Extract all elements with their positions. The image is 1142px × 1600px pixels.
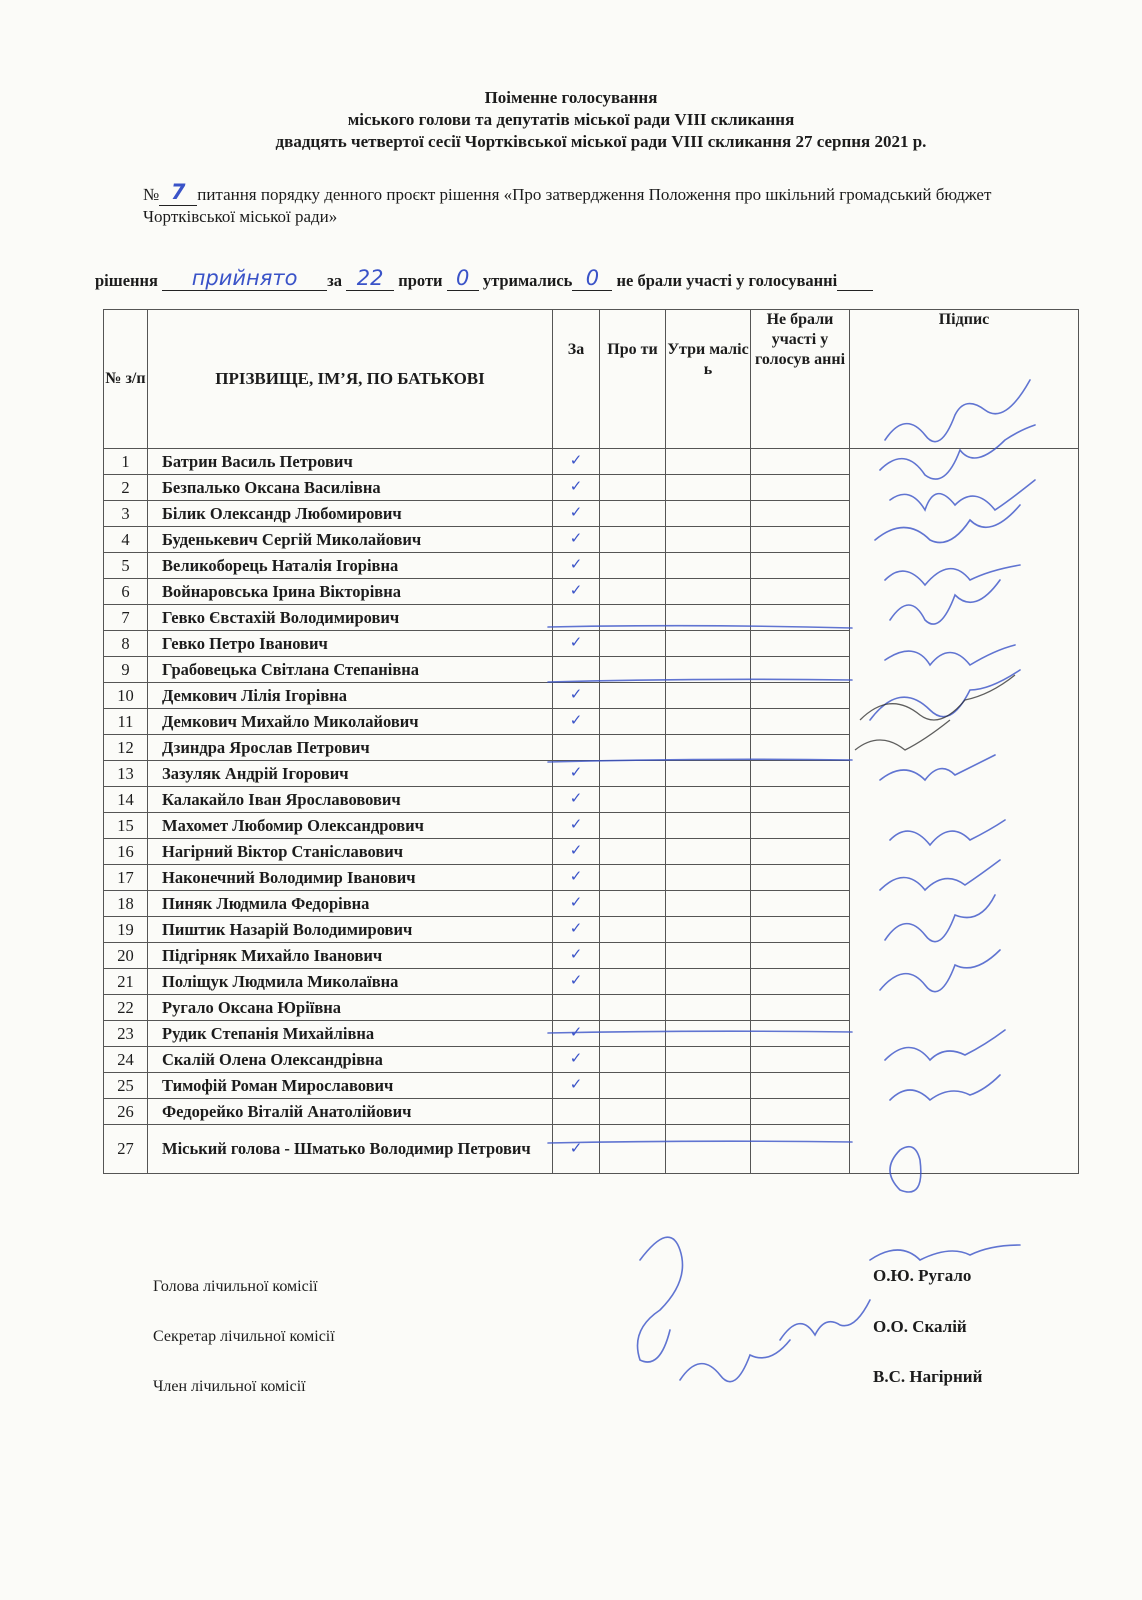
row-number: 24 bbox=[104, 1047, 148, 1073]
vote-utrym bbox=[666, 709, 751, 735]
vote-za bbox=[553, 995, 600, 1021]
vote-utrym bbox=[666, 475, 751, 501]
doc-title: Поіменне голосування bbox=[484, 88, 658, 107]
vote-nebraly bbox=[751, 891, 850, 917]
vote-nebraly bbox=[751, 1125, 850, 1174]
col-num: № з/п bbox=[104, 310, 148, 449]
question-prefix: № bbox=[143, 185, 160, 204]
table-row bbox=[104, 475, 1079, 501]
member-name: Демкович Михайло Миколайович bbox=[148, 709, 553, 735]
vote-proty bbox=[600, 527, 666, 553]
vote-utrym bbox=[666, 735, 751, 761]
proty-label: проти bbox=[398, 271, 443, 290]
vote-utrym bbox=[666, 1099, 751, 1125]
vote-utrym bbox=[666, 579, 751, 605]
signature-cell bbox=[850, 605, 1079, 631]
signature-cell bbox=[850, 839, 1079, 865]
vote-proty bbox=[600, 865, 666, 891]
vote-proty bbox=[600, 735, 666, 761]
vote-utrym bbox=[666, 995, 751, 1021]
question-number: 7 bbox=[170, 180, 186, 204]
vote-za: ✓ bbox=[553, 891, 600, 917]
vote-utrym bbox=[666, 761, 751, 787]
col-name: ПРІЗВИЩЕ, ІМ’Я, ПО БАТЬКОВІ bbox=[148, 310, 553, 449]
vote-utrym bbox=[666, 683, 751, 709]
vote-nebraly bbox=[751, 553, 850, 579]
table-row bbox=[104, 1099, 1079, 1125]
vote-za bbox=[553, 605, 600, 631]
signature-cell bbox=[850, 709, 1079, 735]
za-label: за bbox=[327, 271, 342, 290]
member-name: Гевко Євстахій Володимирович bbox=[148, 605, 553, 631]
vote-proty bbox=[600, 449, 666, 475]
vote-za: ✓ bbox=[553, 579, 600, 605]
vote-proty bbox=[600, 995, 666, 1021]
table-row bbox=[104, 865, 1079, 891]
signature-cell bbox=[850, 761, 1079, 787]
signature-cell bbox=[850, 449, 1079, 475]
vote-proty bbox=[600, 657, 666, 683]
row-number: 3 bbox=[104, 501, 148, 527]
signature-cell bbox=[850, 527, 1079, 553]
member-name: Наконечний Володимир Іванович bbox=[148, 865, 553, 891]
signature-cell bbox=[850, 657, 1079, 683]
row-number: 20 bbox=[104, 943, 148, 969]
za-count: 22 bbox=[356, 266, 384, 290]
member-name: Великоборець Наталія Ігорівна bbox=[148, 553, 553, 579]
vote-utrym bbox=[666, 631, 751, 657]
vote-proty bbox=[600, 683, 666, 709]
member-name: Грабовецька Світлана Степанівна bbox=[148, 657, 553, 683]
signature-cell bbox=[850, 735, 1079, 761]
vote-za: ✓ bbox=[553, 709, 600, 735]
signature-cell bbox=[850, 917, 1079, 943]
col-utrym: Утри маліс ь bbox=[666, 310, 751, 449]
vote-za: ✓ bbox=[553, 865, 600, 891]
signature-cell bbox=[850, 787, 1079, 813]
row-number: 1 bbox=[104, 449, 148, 475]
signature-cell bbox=[850, 1125, 1079, 1174]
member-name: Демкович Лілія Ігорівна bbox=[148, 683, 553, 709]
table-row bbox=[104, 917, 1079, 943]
vote-proty bbox=[600, 761, 666, 787]
vote-nebraly bbox=[751, 865, 850, 891]
row-number: 8 bbox=[104, 631, 148, 657]
member-name: Калакайло Іван Ярославовович bbox=[148, 787, 553, 813]
vote-proty bbox=[600, 969, 666, 995]
vote-proty bbox=[600, 839, 666, 865]
vote-nebraly bbox=[751, 917, 850, 943]
secretary-label: Секретар лічильної комісії bbox=[153, 1328, 335, 1345]
signature-cell bbox=[850, 553, 1079, 579]
vote-nebraly bbox=[751, 1099, 850, 1125]
vote-nebraly bbox=[751, 527, 850, 553]
vote-nebraly bbox=[751, 735, 850, 761]
row-number: 6 bbox=[104, 579, 148, 605]
signature-cell bbox=[850, 1099, 1079, 1125]
vote-nebraly bbox=[751, 813, 850, 839]
vote-proty bbox=[600, 1047, 666, 1073]
vote-za: ✓ bbox=[553, 1073, 600, 1099]
vote-za: ✓ bbox=[553, 761, 600, 787]
vote-za: ✓ bbox=[553, 839, 600, 865]
row-number: 9 bbox=[104, 657, 148, 683]
vote-nebraly bbox=[751, 709, 850, 735]
vote-za: ✓ bbox=[553, 553, 600, 579]
table-row bbox=[104, 527, 1079, 553]
vote-za: ✓ bbox=[553, 527, 600, 553]
row-number: 13 bbox=[104, 761, 148, 787]
table-row bbox=[104, 943, 1079, 969]
member-name: В.С. Нагірний bbox=[873, 1367, 983, 1386]
vote-proty bbox=[600, 917, 666, 943]
vote-utrym bbox=[666, 449, 751, 475]
table-row bbox=[104, 787, 1079, 813]
table-row bbox=[104, 839, 1079, 865]
vote-nebraly bbox=[751, 943, 850, 969]
row-number: 18 bbox=[104, 891, 148, 917]
decision-label: рішення bbox=[95, 271, 158, 290]
member-name: Буденькевич Сергій Миколайович bbox=[148, 527, 553, 553]
signature-cell bbox=[850, 501, 1079, 527]
row-number: 21 bbox=[104, 969, 148, 995]
row-number: 19 bbox=[104, 917, 148, 943]
vote-za: ✓ bbox=[553, 501, 600, 527]
col-za: За bbox=[553, 310, 600, 449]
vote-proty bbox=[600, 1125, 666, 1174]
vote-proty bbox=[600, 631, 666, 657]
vote-utrym bbox=[666, 657, 751, 683]
table-row bbox=[104, 631, 1079, 657]
member-name: Підгірняк Михайло Іванович bbox=[148, 943, 553, 969]
row-number: 11 bbox=[104, 709, 148, 735]
row-number: 23 bbox=[104, 1021, 148, 1047]
vote-utrym bbox=[666, 1047, 751, 1073]
vote-nebraly bbox=[751, 839, 850, 865]
vote-proty bbox=[600, 1073, 666, 1099]
table-row bbox=[104, 553, 1079, 579]
vote-nebraly bbox=[751, 475, 850, 501]
table-row bbox=[104, 761, 1079, 787]
vote-nebraly bbox=[751, 1047, 850, 1073]
row-number: 14 bbox=[104, 787, 148, 813]
member-name: Махомет Любомир Олександрович bbox=[148, 813, 553, 839]
signature-cell bbox=[850, 943, 1079, 969]
member-name: Войнаровська Ірина Вікторівна bbox=[148, 579, 553, 605]
vote-proty bbox=[600, 891, 666, 917]
member-name: Скалій Олена Олександрівна bbox=[148, 1047, 553, 1073]
signature-cell bbox=[850, 683, 1079, 709]
table-row bbox=[104, 1047, 1079, 1073]
member-name: Гевко Петро Іванович bbox=[148, 631, 553, 657]
member-name: Поліщук Людмила Миколаївна bbox=[148, 969, 553, 995]
vote-utrym bbox=[666, 501, 751, 527]
member-name: Зазуляк Андрій Ігорович bbox=[148, 761, 553, 787]
vote-za: ✓ bbox=[553, 787, 600, 813]
row-number: 5 bbox=[104, 553, 148, 579]
chair-label: Голова лічильної комісії bbox=[153, 1278, 318, 1295]
table-row bbox=[104, 735, 1079, 761]
vote-proty bbox=[600, 943, 666, 969]
vote-utrym bbox=[666, 891, 751, 917]
vote-utrym bbox=[666, 787, 751, 813]
signature-cell bbox=[850, 579, 1079, 605]
member-name: Дзиндра Ярослав Петрович bbox=[148, 735, 553, 761]
vote-utrym bbox=[666, 1021, 751, 1047]
signature-cell bbox=[850, 969, 1079, 995]
vote-nebraly bbox=[751, 449, 850, 475]
question-text bbox=[143, 181, 1083, 228]
vote-za: ✓ bbox=[553, 631, 600, 657]
vote-nebraly bbox=[751, 579, 850, 605]
table-row bbox=[104, 995, 1079, 1021]
vote-utrym bbox=[666, 553, 751, 579]
vote-nebraly bbox=[751, 657, 850, 683]
signature-cell bbox=[850, 813, 1079, 839]
vote-za bbox=[553, 657, 600, 683]
question-body: питання порядку денного проєкт рішення «Про затвердження Положення про шкільний громадський бюджет Чортківської міської ради» bbox=[143, 185, 992, 226]
col-proty: Про ти bbox=[600, 310, 666, 449]
vote-utrym bbox=[666, 1073, 751, 1099]
row-number: 7 bbox=[104, 605, 148, 631]
vote-za: ✓ bbox=[553, 683, 600, 709]
member-name: Міський голова - Шматько Володимир Петрович bbox=[148, 1125, 553, 1174]
row-number: 25 bbox=[104, 1073, 148, 1099]
member-label: Член лічильної комісії bbox=[153, 1378, 306, 1395]
vote-proty bbox=[600, 501, 666, 527]
row-number: 2 bbox=[104, 475, 148, 501]
vote-proty bbox=[600, 553, 666, 579]
vote-proty bbox=[600, 1099, 666, 1125]
voting-table bbox=[103, 309, 1079, 1174]
member-name: Батрин Василь Петрович bbox=[148, 449, 553, 475]
vote-za: ✓ bbox=[553, 449, 600, 475]
vote-nebraly bbox=[751, 969, 850, 995]
row-number: 15 bbox=[104, 813, 148, 839]
vote-proty bbox=[600, 787, 666, 813]
col-pidpys: Підпис bbox=[850, 310, 1079, 449]
utrym-count: 0 bbox=[585, 266, 600, 290]
member-name: Пиштик Назарій Володимирович bbox=[148, 917, 553, 943]
vote-proty bbox=[600, 579, 666, 605]
signature-cell bbox=[850, 1047, 1079, 1073]
table-row bbox=[104, 1021, 1079, 1047]
vote-za: ✓ bbox=[553, 1021, 600, 1047]
vote-nebraly bbox=[751, 761, 850, 787]
vote-utrym bbox=[666, 969, 751, 995]
proty-count: 0 bbox=[456, 266, 470, 290]
vote-utrym bbox=[666, 1125, 751, 1174]
vote-za: ✓ bbox=[553, 1047, 600, 1073]
row-number: 16 bbox=[104, 839, 148, 865]
table-row bbox=[104, 813, 1079, 839]
vote-proty bbox=[600, 813, 666, 839]
table-row bbox=[104, 501, 1079, 527]
vote-proty bbox=[600, 1021, 666, 1047]
vote-utrym bbox=[666, 527, 751, 553]
vote-utrym bbox=[666, 813, 751, 839]
table-row bbox=[104, 891, 1079, 917]
vote-utrym bbox=[666, 917, 751, 943]
utrym-label: утримались bbox=[482, 271, 573, 290]
vote-nebraly bbox=[751, 631, 850, 657]
table-row bbox=[104, 1125, 1079, 1174]
row-number: 10 bbox=[104, 683, 148, 709]
row-number: 12 bbox=[104, 735, 148, 761]
vote-za bbox=[553, 735, 600, 761]
vote-nebraly bbox=[751, 683, 850, 709]
table-row bbox=[104, 1073, 1079, 1099]
vote-proty bbox=[600, 709, 666, 735]
table-row bbox=[104, 449, 1079, 475]
table-row bbox=[104, 969, 1079, 995]
signature-cell bbox=[850, 1073, 1079, 1099]
member-name: Пиняк Людмила Федорівна bbox=[148, 891, 553, 917]
chair-name: О.Ю. Ругало bbox=[873, 1266, 972, 1285]
secretary-name: О.О. Скалій bbox=[873, 1317, 967, 1336]
vote-za: ✓ bbox=[553, 917, 600, 943]
member-name: Нагірний Віктор Станіславович bbox=[148, 839, 553, 865]
vote-za: ✓ bbox=[553, 1125, 600, 1174]
table-row bbox=[104, 709, 1079, 735]
vote-nebraly bbox=[751, 995, 850, 1021]
vote-nebraly bbox=[751, 501, 850, 527]
table-row bbox=[104, 683, 1079, 709]
vote-za bbox=[553, 1099, 600, 1125]
vote-za: ✓ bbox=[553, 969, 600, 995]
signature-cell bbox=[850, 865, 1079, 891]
vote-za: ✓ bbox=[553, 943, 600, 969]
signature-cell bbox=[850, 631, 1079, 657]
row-number: 4 bbox=[104, 527, 148, 553]
vote-utrym bbox=[666, 865, 751, 891]
vote-za: ✓ bbox=[553, 813, 600, 839]
signature-cell bbox=[850, 995, 1079, 1021]
signature-cell bbox=[850, 475, 1079, 501]
vote-nebraly bbox=[751, 1021, 850, 1047]
vote-nebraly bbox=[751, 605, 850, 631]
vote-utrym bbox=[666, 605, 751, 631]
vote-nebraly bbox=[751, 787, 850, 813]
row-number: 26 bbox=[104, 1099, 148, 1125]
decision-result: прийнято bbox=[191, 266, 298, 290]
vote-proty bbox=[600, 475, 666, 501]
decision-line bbox=[95, 266, 1095, 291]
vote-proty bbox=[600, 605, 666, 631]
row-number: 17 bbox=[104, 865, 148, 891]
member-name: Білик Олександр Любомирович bbox=[148, 501, 553, 527]
vote-utrym bbox=[666, 943, 751, 969]
table-row bbox=[104, 605, 1079, 631]
col-nebraly: Не брали участі у голосув анні bbox=[751, 310, 850, 449]
vote-za: ✓ bbox=[553, 475, 600, 501]
member-name: Ругало Оксана Юріївна bbox=[148, 995, 553, 1021]
signature-cell bbox=[850, 891, 1079, 917]
table-row bbox=[104, 579, 1079, 605]
session-line: двадцять четвертої сесії Чортківської міської ради VIII скликання 27 серпня 2021 р. bbox=[275, 132, 927, 151]
member-name: Тимофій Роман Мирославович bbox=[148, 1073, 553, 1099]
member-name: Безпалько Оксана Василівна bbox=[148, 475, 553, 501]
member-name: Рудик Степанія Михайлівна bbox=[148, 1021, 553, 1047]
vote-utrym bbox=[666, 839, 751, 865]
row-number: 27 bbox=[104, 1125, 148, 1174]
nebraly-label: не брали участі у голосуванні bbox=[616, 271, 838, 290]
vote-nebraly bbox=[751, 1073, 850, 1099]
signature-cell bbox=[850, 1021, 1079, 1047]
member-name: Федорейко Віталій Анатолійович bbox=[148, 1099, 553, 1125]
row-number: 22 bbox=[104, 995, 148, 1021]
table-row bbox=[104, 657, 1079, 683]
doc-subtitle: міського голови та депутатів міської ради VIII скликання bbox=[347, 110, 795, 129]
